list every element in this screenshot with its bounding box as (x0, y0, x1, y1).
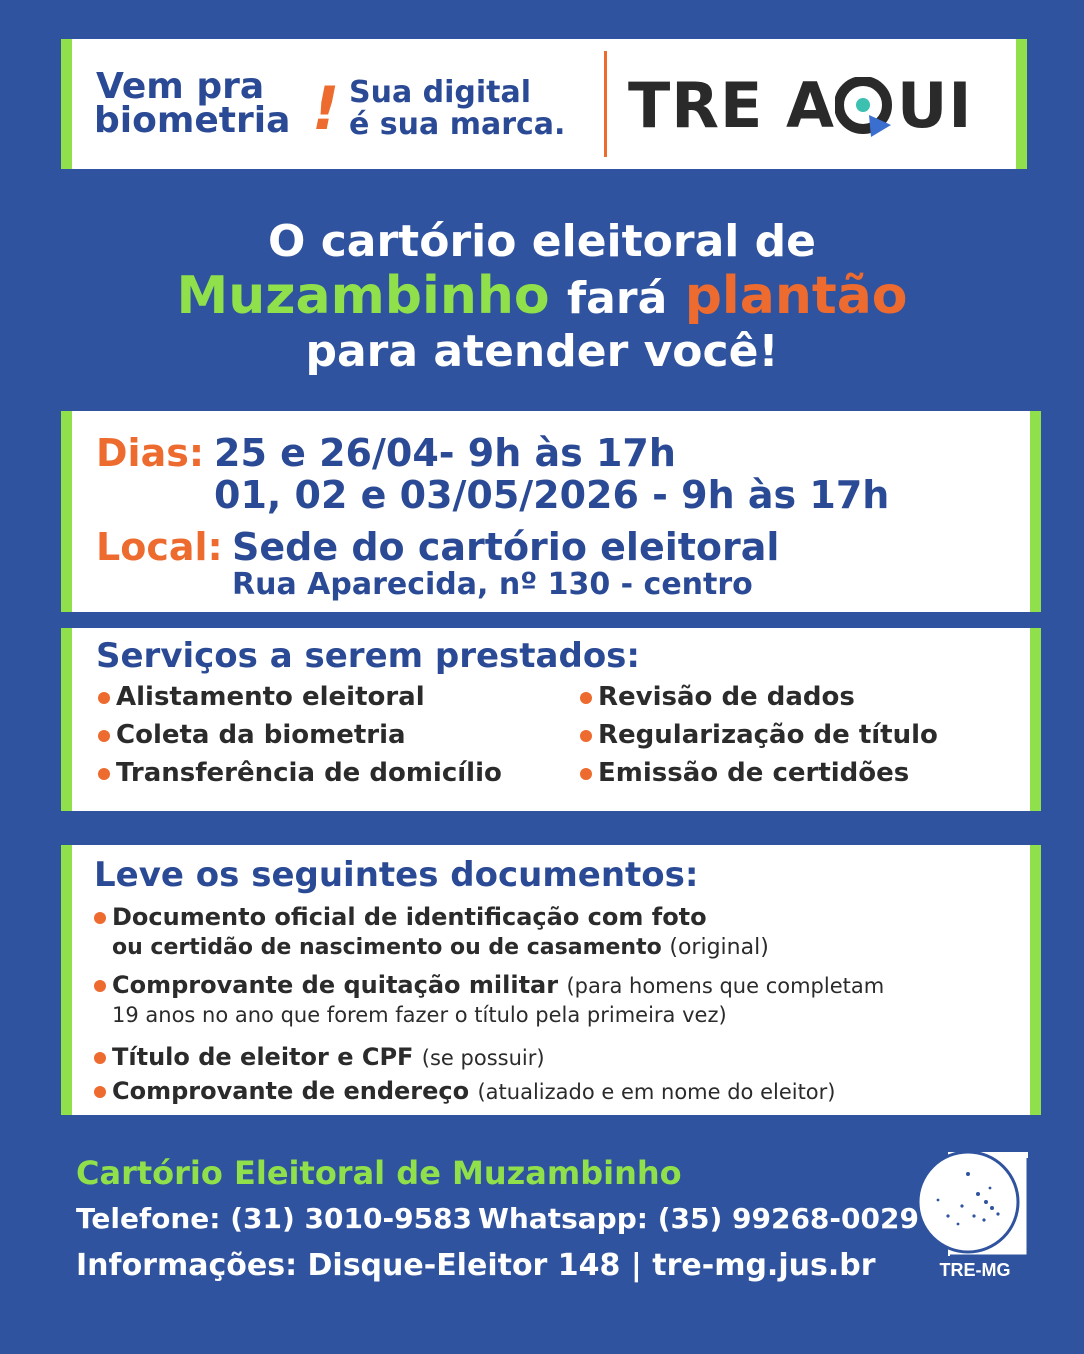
documents-box (61, 845, 1041, 1115)
headline-line2 (0, 266, 1084, 329)
sub-line2: é sua marca. (349, 107, 566, 142)
list-item: Comprovante de endereço (atualizado e em nome do eleitor) (94, 1077, 835, 1105)
list-item: Comprovante de quitação militar (para homens que completam (94, 971, 884, 999)
sub-line1: Sua digital (349, 75, 532, 110)
headline-line1: O cartório eleitoral de (267, 216, 817, 267)
schedule-box (61, 411, 1041, 612)
local-value: Sede do cartório eleitoral (232, 525, 780, 569)
bullet-icon (580, 768, 592, 780)
list-item: Emissão de certidões (580, 758, 909, 788)
address: Rua Aparecida, nº 130 - centro (232, 567, 753, 602)
seal-emblem-icon (918, 1144, 1032, 1262)
tre-aqui-logo (628, 69, 973, 143)
logo-text-part1: TRE A (628, 69, 835, 142)
footer-whatsapp: Whatsapp: (35) 99268-0029 (478, 1202, 919, 1235)
days-line2: 01, 02 e 03/05/2026 - 9h às 17h (214, 473, 890, 517)
bullet-icon (98, 692, 110, 704)
bullet-icon (94, 912, 106, 924)
local-label: Local: (96, 525, 223, 569)
header-divider (604, 51, 607, 157)
footer-info: Informações: Disque-Eleitor 148 | tre-mg.jus.br (76, 1248, 876, 1283)
headline-city: Muzambinho (176, 266, 550, 326)
list-item: Regularização de título (580, 720, 938, 750)
list-item: Coleta da biometria (98, 720, 406, 750)
bullet-icon (98, 730, 110, 742)
bullet-icon (580, 730, 592, 742)
tagline-line2: biometria (94, 100, 291, 141)
headline-mid: fará (567, 273, 668, 324)
tagline-line1: Vem pra (96, 66, 265, 107)
documents-title: Leve os seguintes documentos: (94, 855, 699, 895)
list-item: Alistamento eleitoral (98, 682, 425, 712)
bullet-icon (94, 980, 106, 992)
footer-phone: Telefone: (31) 3010-9583 (76, 1202, 473, 1235)
exclamation-mark: ! (312, 74, 340, 144)
magnifier-play-icon (835, 77, 897, 139)
bullet-icon (94, 1052, 106, 1064)
list-item: Documento oficial de identificação com foto (94, 903, 707, 931)
headline-highlight: plantão (684, 266, 908, 326)
header-banner (61, 39, 1027, 169)
bullet-icon (580, 692, 592, 704)
days-label: Dias: (96, 431, 205, 475)
seal-label: TRE-MG (939, 1260, 1011, 1280)
bullet-icon (94, 1086, 106, 1098)
logo-text-part2: UI (896, 69, 973, 142)
services-box (61, 628, 1041, 811)
headline-line3: para atender você! (305, 326, 779, 377)
list-item-continuation: 19 anos no ano que forem fazer o título pela primeira vez) (112, 1003, 727, 1027)
bullet-icon (98, 768, 110, 780)
services-title: Serviços a serem prestados: (96, 636, 641, 676)
list-item: Título de eleitor e CPF (se possuir) (94, 1043, 545, 1071)
days-line1: 25 e 26/04- 9h às 17h (214, 431, 676, 475)
tre-mg-seal (918, 1144, 1032, 1284)
list-item: Revisão de dados (580, 682, 855, 712)
list-item: Transferência de domicílio (98, 758, 502, 788)
footer-office: Cartório Eleitoral de Muzambinho (76, 1154, 682, 1192)
list-item-continuation: ou certidão de nascimento ou de casamento (original) (112, 935, 769, 960)
